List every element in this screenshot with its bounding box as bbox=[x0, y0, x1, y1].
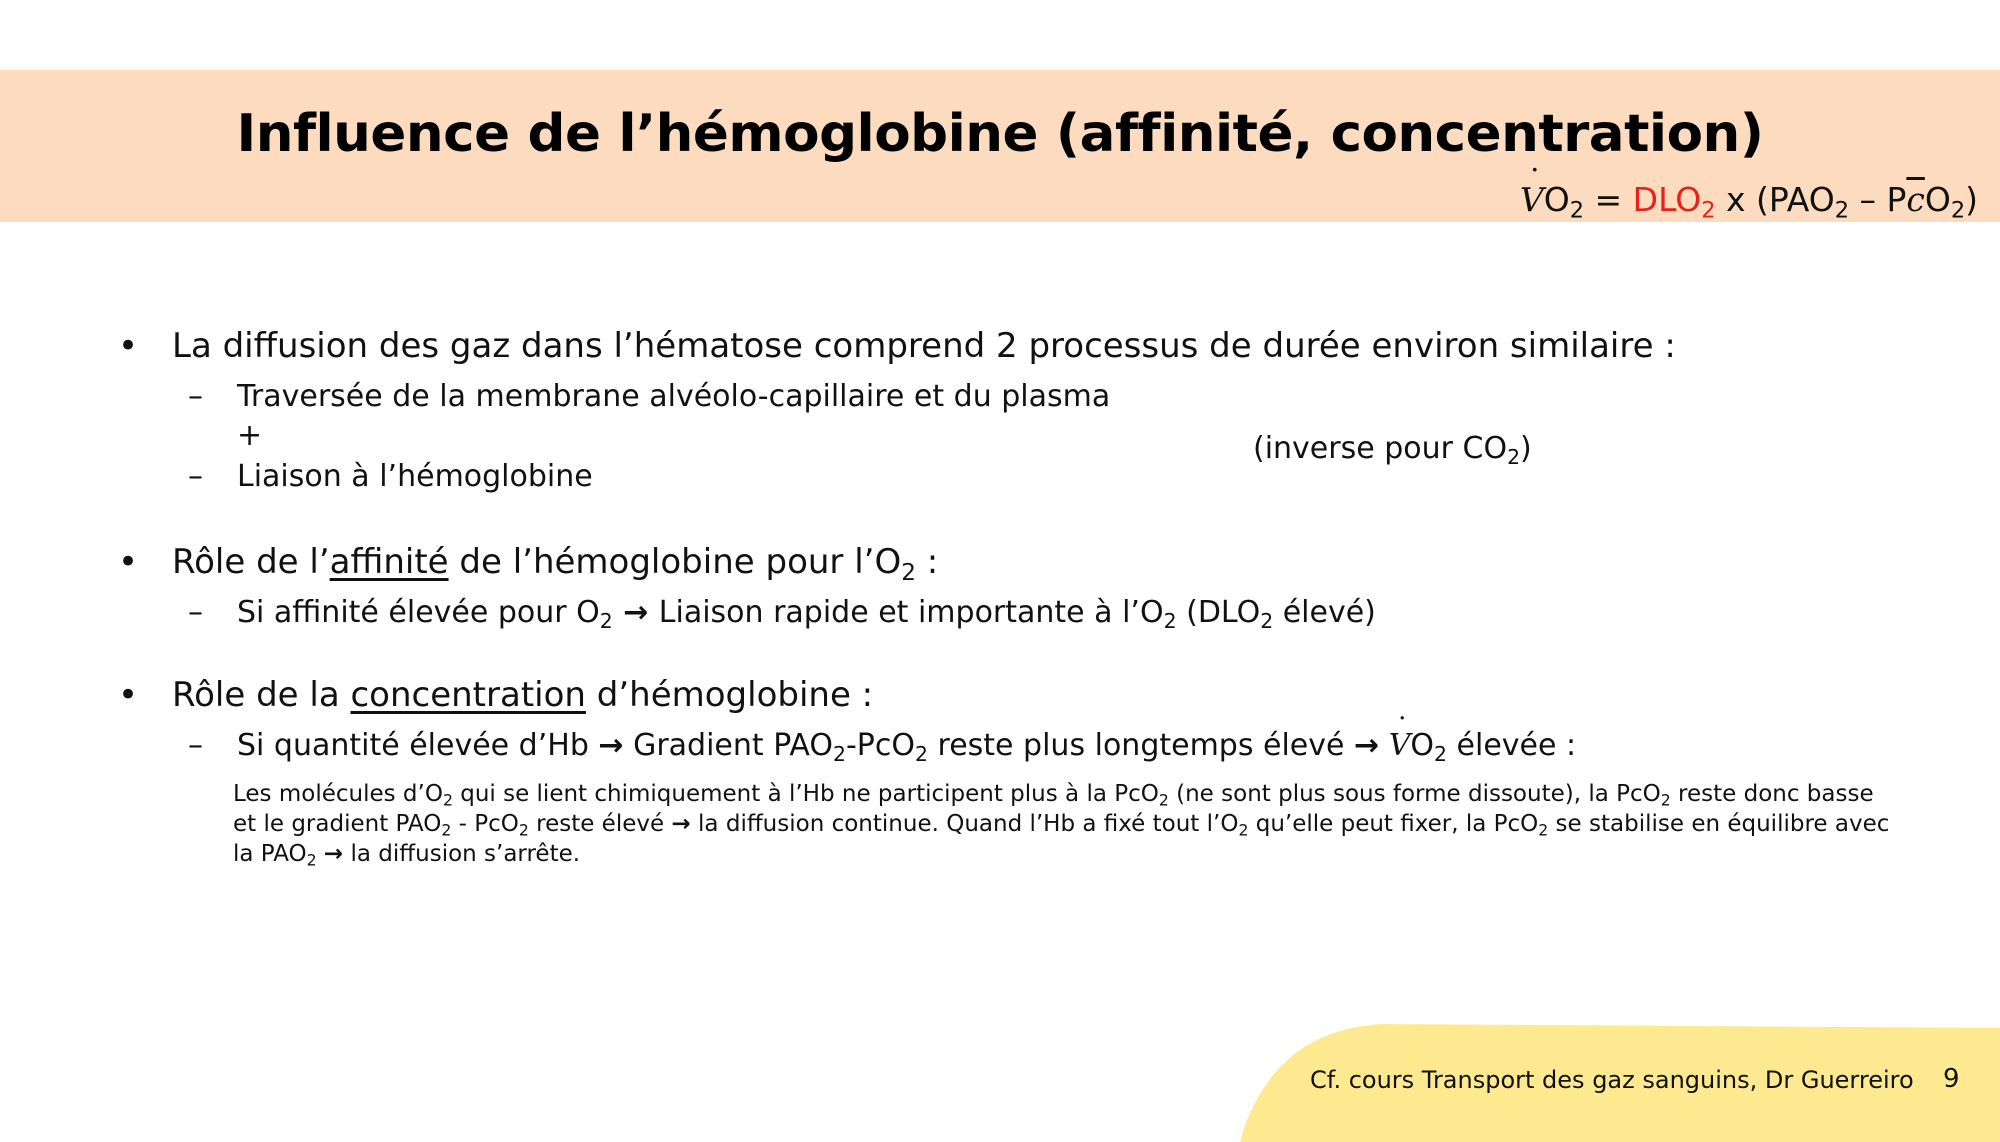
bullet-icon: • bbox=[118, 326, 139, 366]
c-bar-symbol: $\overline{c}$ bbox=[1906, 180, 1925, 219]
bullet-1-text: La diffusion des gaz dans l’hématose comprend 2 processus de durée environ similaire : bbox=[172, 326, 1676, 366]
subitem-concentration: Si quantité élevée d’Hb → Gradient $PAO_2-PcO_2$ reste plus longtemps élevé → V $˙O_2$ élevée : bbox=[237, 728, 1576, 763]
arrow-icon: → bbox=[323, 841, 344, 867]
dash-icon: – bbox=[188, 728, 203, 763]
bullet-3-text: Rôle de la concentration d’hémoglobine : bbox=[172, 675, 874, 715]
dash-icon: – bbox=[188, 595, 203, 630]
bullet-icon: • bbox=[118, 675, 139, 715]
diffusion-formula: V $˙O_2 = DLO_2$ x $(PAO_2 - P\overline{c}O_2)$ bbox=[1520, 180, 1978, 219]
affinite-underlined: affinité bbox=[329, 542, 449, 582]
v-dot-symbol: V ˙ bbox=[1520, 180, 1544, 219]
bullet-2-text: Rôle de l’affinité de l’hémoglobine pour $l’O_2$ : bbox=[172, 542, 939, 586]
arrow-icon: → bbox=[671, 811, 691, 837]
footer-reference: Cf. cours Transport des gaz sanguins, Dr Guerreiro bbox=[1310, 1066, 1914, 1094]
arrow-icon: → bbox=[598, 728, 624, 763]
slide-title: Influence de l’hémoglobine (affinité, concentration) bbox=[236, 104, 1764, 164]
dlo2-highlight: $DLO_2$ bbox=[1632, 180, 1716, 224]
subitem-plus: + bbox=[237, 418, 263, 453]
arrow-icon: → bbox=[612, 595, 659, 630]
page-number: 9 bbox=[1943, 1064, 1960, 1094]
dash-icon: – bbox=[188, 459, 203, 494]
subitem-liaison: Liaison à l’hémoglobine bbox=[237, 459, 593, 494]
bullet-icon: • bbox=[118, 542, 139, 582]
inverse-co2-note: (inverse pour $CO_2$) bbox=[1253, 431, 1532, 470]
concentration-underlined: concentration bbox=[350, 675, 586, 715]
subitem-affinity: Si affinité élevée pour $O_2$ → Liaison rapide et importante à $l’O_2$ ($DLO_2$ élevé) bbox=[237, 595, 1376, 634]
subitem-membrane: Traversée de la membrane alvéolo-capillaire et du plasma bbox=[237, 379, 1111, 414]
arrow-icon: → bbox=[1354, 728, 1380, 763]
v-dot-symbol: V ˙ bbox=[1389, 728, 1411, 763]
explanation-paragraph: Les molécules $d’O_2$ qui se lient chimiquement à l’Hb ne participent plus à la PcO$_2$ (ne sont plus sous forme dissoute), la PcO$_2$ reste donc basse et le gradient $PAO_2 - PcO_2$ reste élevé → la diffusion continue. Quand l’Hb a fixé tout $l’O_2$ qu’elle peut fixer, la PcO$_2$ se stabilise en équilibre avec la $PAO_2$ → la diffusion s’arrête. bbox=[233, 781, 1890, 870]
dash-icon: – bbox=[188, 379, 203, 414]
